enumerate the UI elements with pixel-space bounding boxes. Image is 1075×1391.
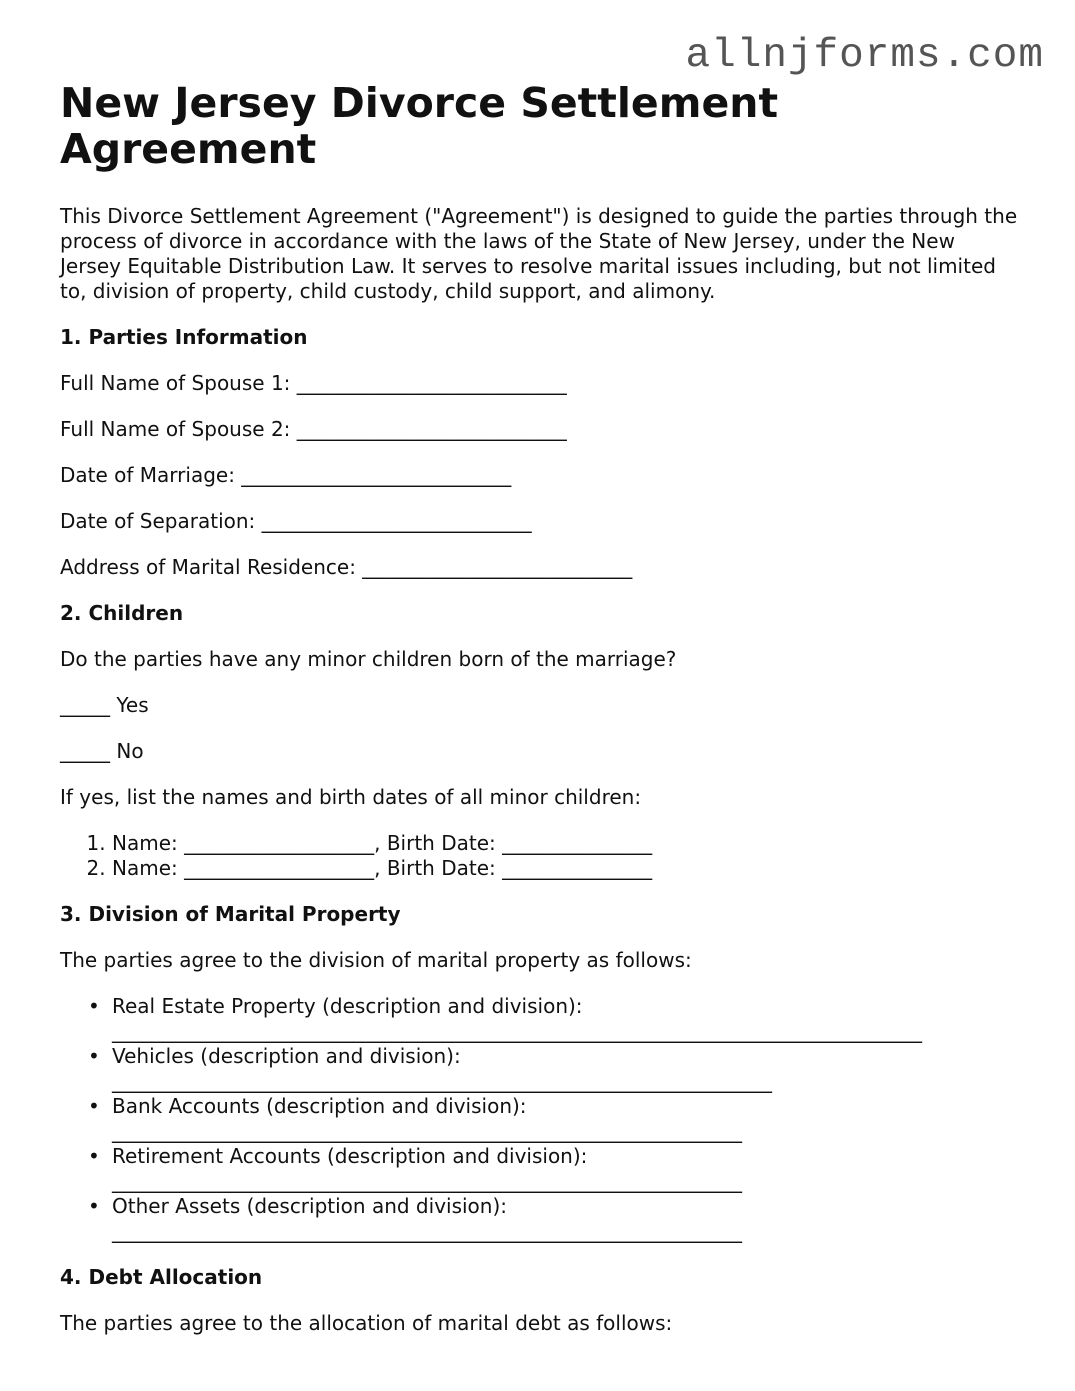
page-title: New Jersey Divorce Settlement Agreement (60, 79, 779, 173)
document-page (60, 80, 1020, 1336)
property-item-label: Retirement Accounts (description and division): (112, 1144, 588, 1168)
bullet-icon: • (88, 1044, 100, 1068)
property-item-other-assets (88, 1194, 1020, 1244)
children-yes-option: _____ Yes (60, 693, 149, 717)
section-debt-title: 4. Debt Allocation (60, 1265, 263, 1289)
bullet-icon: • (88, 1094, 100, 1118)
children-list-prompt: If yes, list the names and birth dates of all minor children: (60, 785, 642, 809)
property-item-retirement-accounts (88, 1144, 1020, 1194)
field-date-of-separation: Date of Separation: ___________________________ (60, 509, 532, 533)
section-parties-title: 1. Parties Information (60, 325, 308, 349)
property-item-vehicles (88, 1044, 1020, 1094)
child-entry: 1. Name: ___________________, Birth Date: _______________ (112, 831, 1020, 856)
property-item-bank-accounts (88, 1094, 1020, 1144)
property-item-blank: _________________________________________________________________________________ (112, 1019, 922, 1043)
section-children-title: 2. Children (60, 601, 184, 625)
property-item-label: Bank Accounts (description and division): (112, 1094, 527, 1118)
field-spouse-2-name: Full Name of Spouse 2: ___________________________ (60, 417, 567, 441)
children-no-option: _____ No (60, 739, 144, 763)
property-item-blank: _______________________________________________________________ (112, 1169, 742, 1193)
property-item-blank: _______________________________________________________________ (112, 1219, 742, 1243)
property-item-real-estate (88, 994, 1020, 1044)
property-item-blank: __________________________________________________________________ (112, 1069, 772, 1093)
property-item-label: Other Assets (description and division): (112, 1194, 508, 1218)
child-entry: 2. Name: ___________________, Birth Date: _______________ (112, 856, 1020, 881)
property-item-label: Real Estate Property (description and division): (112, 994, 583, 1018)
debt-intro: The parties agree to the allocation of marital debt as follows: (60, 1311, 673, 1335)
property-item-label: Vehicles (description and division): (112, 1044, 461, 1068)
children-list (60, 831, 1020, 881)
bullet-icon: • (88, 994, 100, 1018)
intro-paragraph: This Divorce Settlement Agreement ("Agreement") is designed to guide the parties through the process of divorce in accordance with the laws of the State of New Jersey, under the New Jersey Equitable Distribution Law. It serves to resolve marital issues including, but not limited to, division of property, child custody, child support, and alimony. (60, 204, 1018, 303)
bullet-icon: • (88, 1144, 100, 1168)
property-intro: The parties agree to the division of marital property as follows: (60, 948, 692, 972)
children-question: Do the parties have any minor children born of the marriage? (60, 647, 677, 671)
property-item-blank: _______________________________________________________________ (112, 1119, 742, 1143)
section-property-title: 3. Division of Marital Property (60, 902, 401, 926)
property-list (60, 994, 1020, 1244)
watermark: allnjforms.com (685, 33, 1044, 79)
field-marital-residence: Address of Marital Residence: ___________________________ (60, 555, 633, 579)
field-spouse-1-name: Full Name of Spouse 1: ___________________________ (60, 371, 567, 395)
field-date-of-marriage: Date of Marriage: ___________________________ (60, 463, 512, 487)
bullet-icon: • (88, 1194, 100, 1218)
